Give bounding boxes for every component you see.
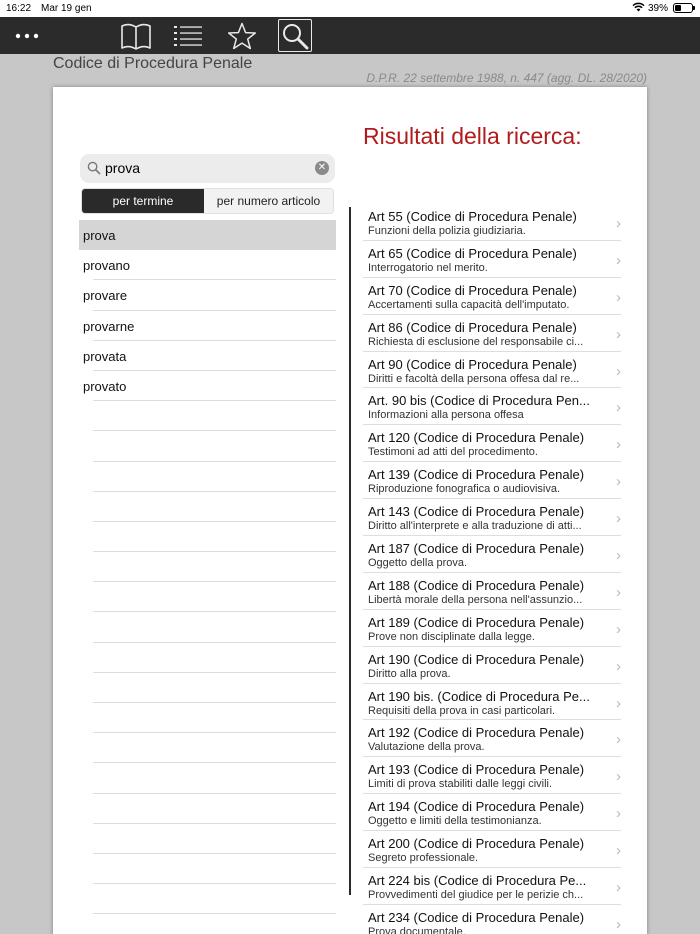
chevron-right-icon: › xyxy=(616,473,621,491)
chevron-right-icon: › xyxy=(616,436,621,454)
chevron-right-icon: › xyxy=(616,805,621,823)
result-subtitle: Diritti e facoltà della persona offesa dal re... xyxy=(368,372,580,385)
chevron-right-icon: › xyxy=(616,657,621,675)
chevron-right-icon: › xyxy=(616,325,621,343)
term-label: provata xyxy=(83,348,127,364)
term-row[interactable] xyxy=(79,643,336,673)
term-row[interactable] xyxy=(79,854,336,884)
result-row[interactable] xyxy=(363,573,621,610)
results-list xyxy=(363,204,621,934)
battery-percent: 39% xyxy=(648,3,669,14)
term-row[interactable] xyxy=(79,311,336,341)
result-title: Art 188 (Codice di Procedura Penale) xyxy=(368,577,585,593)
status-time: 16:22 xyxy=(6,3,32,14)
term-row[interactable] xyxy=(79,884,336,914)
result-title: Art 224 bis (Codice di Procedura Pe... xyxy=(368,873,587,889)
term-row[interactable] xyxy=(79,522,336,552)
result-title: Art 189 (Codice di Procedura Penale) xyxy=(368,614,585,630)
term-row[interactable] xyxy=(79,250,336,280)
result-title: Art 190 bis. (Codice di Procedura Pe... xyxy=(368,688,590,704)
result-row[interactable] xyxy=(363,757,621,794)
book-icon[interactable] xyxy=(116,17,156,54)
wifi-icon xyxy=(632,2,645,15)
result-subtitle: Diritto alla prova. xyxy=(368,667,451,680)
result-subtitle: Provvedimenti del giudice per le perizie ch... xyxy=(368,889,584,902)
term-row[interactable] xyxy=(79,462,336,492)
chevron-right-icon: › xyxy=(616,362,621,380)
column-divider xyxy=(349,207,351,895)
result-title: Art 70 (Codice di Procedura Penale) xyxy=(368,282,577,298)
term-row[interactable] xyxy=(79,703,336,733)
result-title: Art 200 (Codice di Procedura Penale) xyxy=(368,836,585,852)
chevron-right-icon: › xyxy=(616,768,621,786)
term-row[interactable] xyxy=(79,371,336,401)
result-title: Art 192 (Codice di Procedura Penale) xyxy=(368,725,585,741)
result-subtitle: Riproduzione fonografica o audiovisiva. xyxy=(368,483,561,496)
result-title: Art 139 (Codice di Procedura Penale) xyxy=(368,467,585,483)
chevron-right-icon: › xyxy=(616,620,621,638)
list-icon[interactable] xyxy=(170,17,206,54)
term-row[interactable] xyxy=(79,220,336,250)
status-bar xyxy=(0,0,700,17)
star-icon[interactable] xyxy=(224,17,260,54)
result-subtitle: Libertà morale della persona nell'assunzio... xyxy=(368,593,583,606)
search-icon[interactable] xyxy=(278,19,312,52)
result-subtitle: Requisiti della prova in casi particolari. xyxy=(368,704,556,717)
result-subtitle: Valutazione della prova. xyxy=(368,741,485,754)
term-row[interactable] xyxy=(79,824,336,854)
term-row[interactable] xyxy=(79,733,336,763)
term-label: provato xyxy=(83,378,127,394)
result-subtitle: Oggetto della prova. xyxy=(368,557,468,570)
result-subtitle: Oggetto e limiti della testimonianza. xyxy=(368,815,542,828)
term-row[interactable] xyxy=(79,431,336,461)
result-subtitle: Diritto all'interprete e alla traduzione di atti... xyxy=(368,520,582,533)
search-input[interactable] xyxy=(80,154,335,183)
result-row[interactable] xyxy=(363,831,621,868)
chevron-right-icon: › xyxy=(616,915,621,933)
result-row[interactable] xyxy=(363,868,621,905)
term-row[interactable] xyxy=(79,794,336,824)
term-row[interactable] xyxy=(79,673,336,703)
chevron-right-icon: › xyxy=(616,547,621,565)
chevron-right-icon: › xyxy=(616,251,621,269)
toolbar xyxy=(0,17,700,54)
result-row[interactable] xyxy=(363,720,621,757)
result-title: Art 65 (Codice di Procedura Penale) xyxy=(368,245,577,261)
status-date: Mar 19 gen xyxy=(41,3,92,14)
result-row[interactable] xyxy=(363,352,621,389)
battery-level xyxy=(675,5,681,11)
chevron-right-icon: › xyxy=(616,215,621,232)
result-subtitle: Funzioni della polizia giudiziaria. xyxy=(368,225,526,237)
clear-icon[interactable]: ✕ xyxy=(315,161,329,175)
term-row[interactable] xyxy=(79,914,336,934)
result-row[interactable] xyxy=(363,684,621,721)
result-title: Art 190 (Codice di Procedura Penale) xyxy=(368,651,585,667)
battery-icon xyxy=(673,3,693,13)
search-mode-segmented-control xyxy=(81,188,334,214)
search-panel xyxy=(53,87,647,934)
result-row[interactable] xyxy=(363,905,621,934)
result-title: Art 193 (Codice di Procedura Penale) xyxy=(368,762,585,778)
chevron-right-icon: › xyxy=(616,879,621,897)
result-title: Art 86 (Codice di Procedura Penale) xyxy=(368,319,577,335)
result-row[interactable] xyxy=(363,315,621,352)
result-subtitle: Prove non disciplinate dalla legge. xyxy=(368,630,535,643)
term-label: provarne xyxy=(83,318,135,334)
result-title: Art 143 (Codice di Procedura Penale) xyxy=(368,504,585,520)
result-subtitle: Prova documentale. xyxy=(368,925,466,934)
chevron-right-icon: › xyxy=(616,583,621,601)
results-heading: Risultati della ricerca: xyxy=(363,123,582,149)
term-row[interactable] xyxy=(79,612,336,642)
more-icon[interactable] xyxy=(10,17,44,54)
result-subtitle: Interrogatorio nel merito. xyxy=(368,261,488,274)
chevron-right-icon: › xyxy=(616,731,621,749)
term-row[interactable] xyxy=(79,280,336,310)
result-row[interactable] xyxy=(363,499,621,536)
result-row[interactable] xyxy=(363,204,621,241)
term-label: provare xyxy=(83,288,128,304)
result-subtitle: Informazioni alla persona offesa xyxy=(368,409,524,422)
result-subtitle: Accertamenti sulla capacità dell'imputato. xyxy=(368,298,570,311)
result-row[interactable] xyxy=(363,536,621,573)
result-row[interactable] xyxy=(363,425,621,462)
result-title: Art 120 (Codice di Procedura Penale) xyxy=(368,430,585,446)
result-row[interactable] xyxy=(363,462,621,499)
term-row[interactable] xyxy=(79,763,336,793)
result-row[interactable] xyxy=(363,794,621,831)
term-row[interactable] xyxy=(79,401,336,431)
document-title: Codice di Procedura Penale xyxy=(53,55,253,72)
term-label: prova xyxy=(83,228,116,243)
result-title: Art 55 (Codice di Procedura Penale) xyxy=(368,209,577,224)
result-subtitle: Segreto professionale. xyxy=(368,852,479,865)
result-subtitle: Richiesta di esclusione del responsabile ci... xyxy=(368,335,584,348)
term-row[interactable] xyxy=(79,492,336,522)
chevron-right-icon: › xyxy=(616,842,621,860)
segment-per-numero-articolo[interactable]: per numero articolo xyxy=(216,194,321,208)
result-row[interactable] xyxy=(363,241,621,278)
term-row[interactable] xyxy=(79,582,336,612)
segment-per-termine[interactable]: per termine xyxy=(82,189,204,213)
result-row[interactable] xyxy=(363,388,621,425)
result-title: Art 194 (Codice di Procedura Penale) xyxy=(368,799,585,815)
result-row[interactable] xyxy=(363,278,621,315)
document-source: D.P.R. 22 settembre 1988, n. 447 (agg. DL. 28/2020) xyxy=(366,71,647,85)
result-row[interactable] xyxy=(363,647,621,684)
term-row[interactable] xyxy=(79,552,336,582)
chevron-right-icon: › xyxy=(616,399,621,417)
result-title: Art. 90 bis (Codice di Procedura Pen... xyxy=(368,393,590,409)
chevron-right-icon: › xyxy=(616,694,621,712)
result-title: Art 187 (Codice di Procedura Penale) xyxy=(368,541,585,557)
terms-list xyxy=(79,220,336,934)
result-title: Art 234 (Codice di Procedura Penale) xyxy=(368,909,585,925)
result-subtitle: Testimoni ad atti del procedimento. xyxy=(368,446,538,459)
magnifier-icon xyxy=(87,161,101,180)
result-row[interactable] xyxy=(363,610,621,647)
chevron-right-icon: › xyxy=(616,510,621,528)
result-subtitle: Limiti di prova stabiliti dalle leggi civili. xyxy=(368,778,553,791)
chevron-right-icon: › xyxy=(616,288,621,306)
term-label: provano xyxy=(83,258,130,274)
result-title: Art 90 (Codice di Procedura Penale) xyxy=(368,356,577,372)
term-row[interactable] xyxy=(79,341,336,371)
search-value: prova xyxy=(105,160,141,176)
